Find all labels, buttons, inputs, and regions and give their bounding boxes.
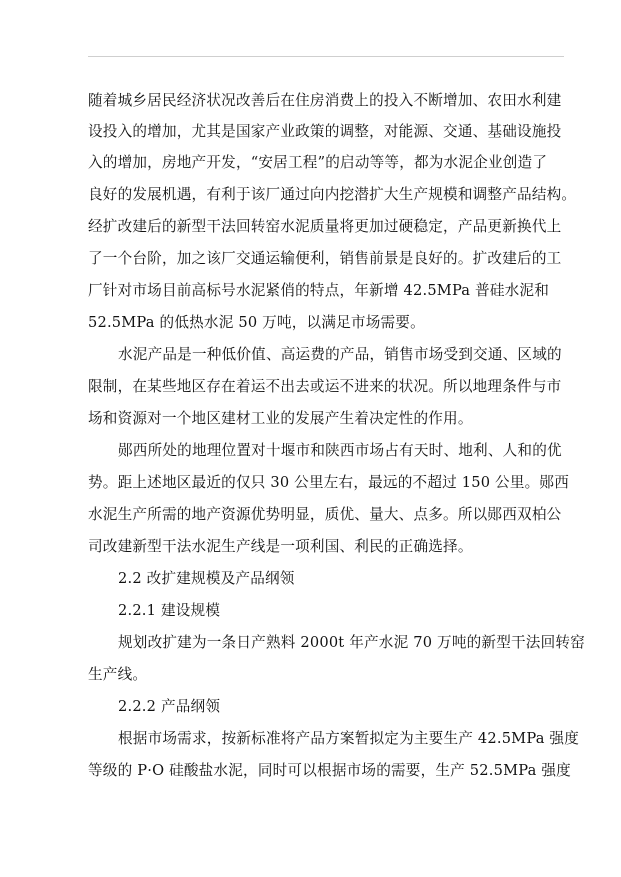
- body-text-line: 经扩改建后的新型干法回转窑水泥质量将更加过硬稳定，产品更新换代上: [88, 218, 562, 235]
- paragraph-first-line: 根据市场需求，按新标准将产品方案暂拟定为主要生产 42.5MPa 强度: [118, 730, 580, 747]
- paragraph-first-line: 郧西所处的地理位置对十堰市和陕西市场占有天时、地利、人和的优: [118, 442, 562, 459]
- body-text-line: 生产线。: [88, 666, 148, 683]
- body-text-line: 场和资源对一个地区建材工业的发展产生着决定性的作用。: [88, 410, 473, 427]
- body-text-line: 水泥生产所需的地产资源优势明显，质优、量大、点多。所以郧西双柏公: [88, 506, 562, 523]
- body-text-line: 司改建新型干法水泥生产线是一项利国、利民的正确选择。: [88, 538, 473, 555]
- body-text-line: 限制，在某些地区存在着运不出去或运不进来的状况。所以地理条件与市: [88, 378, 562, 395]
- body-text-line: 入的增加，房地产开发，“安居工程”的启动等等，都为水泥企业创造了: [88, 154, 548, 171]
- section-heading: 2.2 改扩建规模及产品纲领: [118, 570, 295, 587]
- subsection-heading: 2.2.1 建设规模: [118, 602, 221, 619]
- body-text-line: 随着城乡居民经济状况改善后在住房消费上的投入不断增加、农田水利建: [88, 92, 562, 109]
- subsection-heading: 2.2.2 产品纲领: [118, 698, 221, 715]
- header-rule: [88, 56, 564, 57]
- paragraph-first-line: 规划改扩建为一条日产熟料 2000t 年产水泥 70 万吨的新型干法回转窑: [118, 634, 585, 651]
- body-text-line: 设投入的增加，尤其是国家产业政策的调整，对能源、交通、基础设施投: [88, 123, 562, 140]
- paragraph-first-line: 水泥产品是一种低价值、高运费的产品，销售市场受到交通、区域的: [118, 346, 562, 363]
- body-text-line: 厂针对市场目前高标号水泥紧俏的特点，年新增 42.5MPa 普硅水泥和: [88, 282, 550, 299]
- body-text-line: 势。距上述地区最近的仅只 30 公里左右，最远的不超过 150 公里。郧西: [88, 474, 570, 491]
- body-text-line: 等级的 P·O 硅酸盐水泥，同时可以根据市场的需要，生产 52.5MPa 强度: [88, 762, 571, 779]
- body-text-line: 52.5MPa 的低热水泥 50 万吨，以满足市场需要。: [88, 314, 425, 331]
- body-text-line: 良好的发展机遇，有利于该厂通过向内挖潜扩大生产规模和调整产品结构。: [88, 186, 577, 203]
- body-text-line: 了一个台阶，加之该厂交通运输便利，销售前景是良好的。扩改建后的工: [88, 250, 562, 267]
